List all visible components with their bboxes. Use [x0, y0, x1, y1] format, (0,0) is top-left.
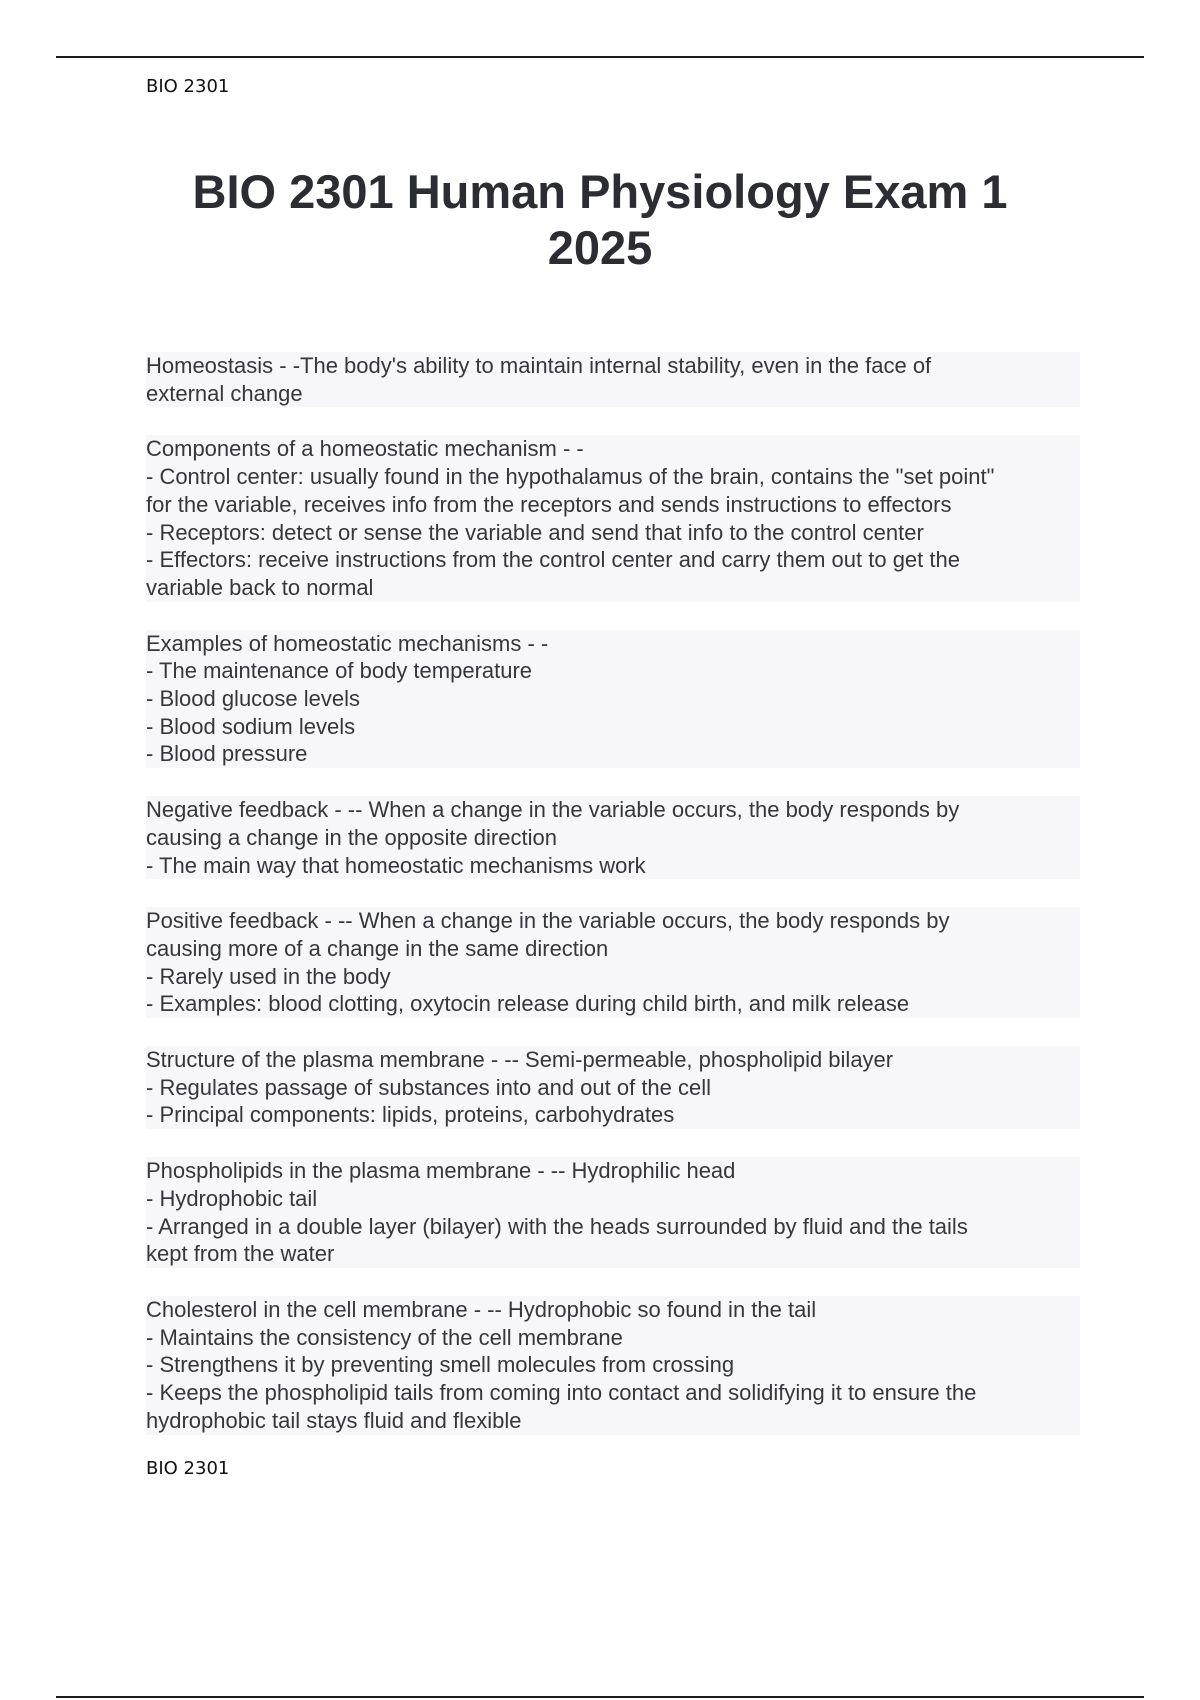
entry-line: Negative feedback - -- When a change in the variable occurs, the body responds by	[146, 797, 960, 823]
flashcard-entry	[146, 1157, 1080, 1268]
flashcard-entry	[146, 907, 1080, 1018]
entry-line: Phospholipids in the plasma membrane - -- Hydrophilic head	[146, 1158, 736, 1184]
entry-line: - Principal components: lipids, proteins, carbohydrates	[146, 1102, 675, 1128]
page-footer-label: BIO 2301	[146, 1458, 230, 1479]
entry-line: - Examples: blood clotting, oxytocin release during child birth, and milk release	[146, 991, 910, 1017]
entry-line: - Strengthens it by preventing smell molecules from crossing	[146, 1352, 735, 1378]
entry-line: - Blood pressure	[146, 741, 308, 767]
entry-line: causing a change in the opposite direction	[146, 824, 557, 850]
entry-line: - Hydrophobic tail	[146, 1185, 318, 1211]
entry-line: hydrophobic tail stays fluid and flexible	[146, 1407, 522, 1433]
entry-line: Cholesterol in the cell membrane - -- Hydrophobic so found in the tail	[146, 1296, 817, 1322]
bottom-rule	[56, 1696, 1144, 1698]
entry-line: causing more of a change in the same direction	[146, 935, 609, 961]
entry-line: - Arranged in a double layer (bilayer) with the heads surrounded by fluid and the tails	[146, 1213, 968, 1239]
entry-line: for the variable, receives info from the receptors and sends instructions to effectors	[146, 491, 952, 517]
entry-line: - Rarely used in the body	[146, 963, 391, 989]
entry-line: - The main way that homeostatic mechanisms work	[146, 852, 646, 878]
entry-line: Positive feedback - -- When a change in the variable occurs, the body responds by	[146, 908, 950, 934]
page-header-label: BIO 2301	[146, 76, 230, 97]
entry-line: - Keeps the phospholipid tails from coming into contact and solidifying it to ensure the	[146, 1380, 977, 1406]
flashcard-list	[146, 352, 1080, 1463]
entry-line: kept from the water	[146, 1241, 335, 1267]
entry-line: Homeostasis - -The body's ability to maintain internal stability, even in the face of	[146, 353, 932, 378]
entry-line: - Regulates passage of substances into and out of the cell	[146, 1074, 712, 1100]
entry-line: - Blood sodium levels	[146, 713, 356, 739]
entry-line: Examples of homeostatic mechanisms - -	[146, 630, 549, 656]
flashcard-entry	[146, 1296, 1080, 1435]
flashcard-entry	[146, 796, 1080, 879]
top-rule	[56, 56, 1144, 58]
entry-line: - Receptors: detect or sense the variable and send that info to the control center	[146, 519, 924, 545]
entry-line: Components of a homeostatic mechanism - -	[146, 436, 584, 462]
flashcard-entry	[146, 352, 1080, 407]
entry-line: - Blood glucose levels	[146, 686, 361, 712]
entry-line: Structure of the plasma membrane - -- Semi-permeable, phospholipid bilayer	[146, 1047, 894, 1073]
document-title: BIO 2301 Human Physiology Exam 1 2025	[192, 165, 1008, 274]
flashcard-entry	[146, 435, 1080, 601]
entry-line: - Control center: usually found in the hypothalamus of the brain, contains the "set point"	[146, 464, 995, 490]
entry-line: - Maintains the consistency of the cell membrane	[146, 1324, 623, 1350]
flashcard-entry	[146, 1046, 1080, 1129]
entry-line: - The maintenance of body temperature	[146, 658, 533, 684]
entry-line: variable back to normal	[146, 574, 374, 600]
entry-line: external change	[146, 380, 303, 406]
entry-line: - Effectors: receive instructions from the control center and carry them out to get the	[146, 547, 960, 573]
flashcard-entry	[146, 630, 1080, 769]
